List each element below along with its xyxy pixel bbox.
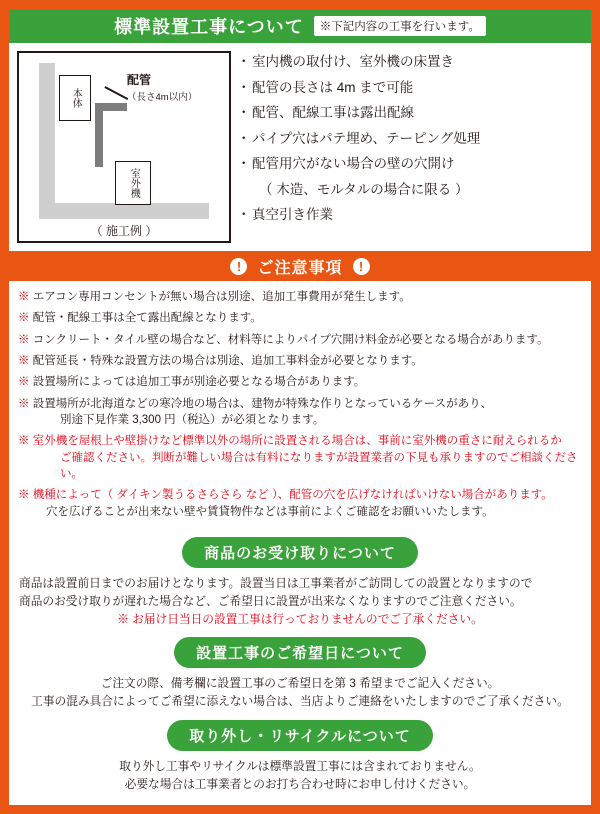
section-heading-wrap (9, 637, 591, 668)
note-text-continued: 穴を広げることが出来ない壁や賃貸物件などは事前によくご確認をお願いいたします。 (46, 505, 494, 518)
exclamation-icon: ! (353, 258, 370, 275)
diagram-pipe-label (127, 71, 197, 103)
note-text: 設置場所が北海道などの寒冷地の場合は、建物が特殊な作りとなっているケースがあり、 (32, 397, 493, 410)
note-text-continued: ご確認ください。判断が難しい場合は有料になりますが設置業者の下見も承りますのでご相談ください。 (60, 451, 578, 480)
note-mark: ※ (18, 312, 30, 325)
diagram-indoor-unit (59, 75, 91, 121)
caution-note (18, 332, 582, 348)
caution-note (18, 396, 582, 429)
note-mark: ※ (18, 354, 30, 367)
note-text: コンクリート・タイル壁の場合など、材料等によりパイプ穴開け料金が必要となる場合があります。 (32, 333, 549, 346)
installation-diagram (17, 51, 231, 243)
diagram-pipe-vertical (95, 105, 103, 167)
caution-banner-title: ご注意事項 (257, 259, 343, 277)
section-line: 取り外し工事やリサイクルは標準設置工事には含まれておりません。 (119, 759, 481, 773)
caution-note (18, 374, 582, 390)
header-note: ※下記内容の工事を行います。 (314, 16, 486, 36)
note-mark: ※ (18, 489, 30, 502)
list-item: ・ 配管用穴がない場合の壁の穴開け (239, 157, 585, 171)
diagram-outdoor-unit-label: 室外機 (128, 168, 140, 198)
list-item: ・ 配管の長さは 4m まで可能 (239, 81, 585, 95)
note-mark: ※ (18, 376, 30, 389)
page-header (9, 9, 591, 43)
section-title-schedule: 設置工事のご希望日について (174, 637, 426, 668)
section-body-schedule (9, 668, 591, 711)
section-body-recycle (9, 751, 591, 794)
diagram-pipe-length-note: （長さ4m以内） (127, 92, 198, 103)
caution-notes (9, 281, 591, 529)
note-text: エアコン専用コンセントが無い場合は別途、追加工事費用が発生します。 (32, 291, 411, 303)
work-scope-list (239, 51, 585, 243)
section-heading-wrap (9, 720, 591, 751)
caution-note (18, 353, 582, 369)
list-item: ・ パイプ穴はパテ埋め、テーピング処理 (239, 132, 585, 146)
diagram-floor (39, 203, 209, 219)
section-line: 必要な場合は工事業者とのお打ち合わせ時にお申し付けください。 (124, 777, 476, 791)
list-item: ・ 配管、配線工事は露出配線 (239, 106, 585, 120)
diagram-leader-line (105, 86, 129, 100)
caution-note (18, 310, 582, 326)
section-title-delivery: 商品のお受け取りについて (182, 537, 418, 568)
note-mark: ※ (18, 435, 30, 448)
note-text: 機種によって（ ダイキン製うるさらさら など ）、配管の穴を広げなければいけない場合があります。 (32, 489, 553, 502)
list-item: ・ 真空引き作業 (239, 208, 585, 222)
section-line-highlight: ※ お届け日当日の設置工事は行っておりませんのでご了承ください。 (117, 613, 483, 627)
caution-note-highlight (18, 433, 582, 482)
caution-note-highlight (18, 487, 582, 520)
section-title-recycle: 取り外し・リサイクルについて (167, 720, 433, 751)
list-item: ・ 室内機の取付け、室外機の床置き (239, 55, 585, 69)
page-title: 標準設置工事について (114, 17, 304, 37)
note-mark: ※ (18, 397, 30, 410)
note-text: 室外機を屋根上や壁掛けなど標準以外の場所に設置される場合は、事前に室外機の重さに耐えられるか (32, 435, 562, 448)
section-line: ご注文の際、備考欄に設置工事のご希望日を第 3 希望までご記入ください。 (100, 677, 500, 691)
note-text: 配管延長・特殊な設置方法の場合は別途、追加工事料金が必要となります。 (32, 354, 423, 367)
diagram-pipe-label-text: 配管 (127, 73, 152, 87)
work-scope-items (239, 55, 585, 222)
section-line: 工事の混み具合によってご希望に添えない場合は、当店よりご連絡をいたしますのでご了承ください。 (31, 695, 569, 709)
diagram-wall-vertical (39, 63, 55, 213)
section-line: 商品のお受け取りが遅れた場合など、ご希望日に設置が出来なくなりますのでご注意ください。 (19, 595, 522, 609)
note-text: 設置場所によっては追加工事が別途必要となる場合があります。 (32, 376, 366, 389)
note-text-continued: 別途下見作業 3,300 円（税込）が必須となります。 (60, 413, 325, 426)
section-body-delivery (9, 568, 591, 629)
diagram-outdoor-unit (115, 161, 151, 205)
diagram-caption: （ 施工例 ） (90, 224, 158, 238)
exclamation-icon: ! (230, 258, 247, 275)
note-mark: ※ (18, 291, 30, 303)
caution-banner (9, 251, 591, 281)
section-heading-wrap (9, 537, 591, 568)
note-text: 配管・配線工事は全て露出配線となります。 (32, 312, 262, 325)
note-mark: ※ (18, 333, 30, 346)
list-item-sub: （ 木造、モルタルの場合に限る ） (259, 181, 469, 197)
diagram-indoor-unit-label: 本体 (70, 88, 82, 108)
top-section (9, 43, 591, 249)
caution-note (18, 289, 582, 305)
section-line: 商品は設置前日までのお届けとなります。設置当日は工事業者がご訪問しての設置となりますので (19, 576, 533, 590)
